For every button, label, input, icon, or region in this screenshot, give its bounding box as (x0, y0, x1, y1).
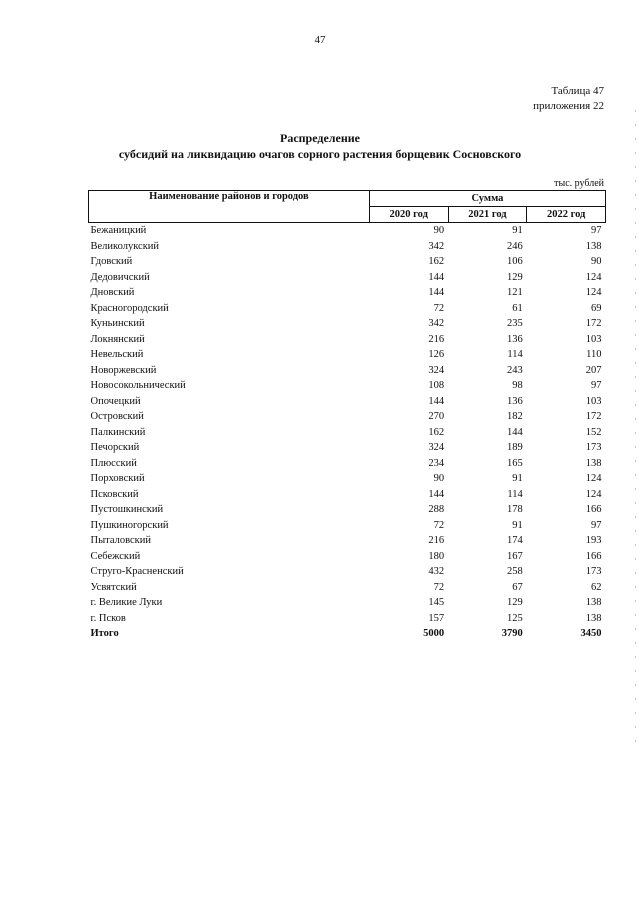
table-row (89, 456, 606, 472)
value-2022: 207 (585, 364, 602, 376)
title-line2: субсидий на ликвидацию очагов сорного растения борщевик Сосновского (118, 147, 522, 161)
value-2022: 3450 (580, 628, 602, 639)
units-label: тыс. рублей (554, 178, 604, 189)
row-name: Усвятский (90, 581, 137, 593)
table-row (89, 471, 606, 487)
value-2021: 91 (512, 519, 523, 531)
table-row (89, 502, 606, 518)
page-number: 47 (314, 34, 326, 46)
table-row (89, 564, 606, 580)
value-2021: 246 (507, 240, 523, 252)
table-row (89, 487, 606, 503)
header-name: Наименование районов и городов (89, 191, 370, 223)
row-name: г. Великие Луки (90, 597, 163, 608)
row-name: Себежский (90, 550, 141, 562)
row-name: Палкинский (90, 426, 146, 438)
row-name: г. Псков (90, 612, 126, 624)
value-2020: 126 (428, 349, 445, 360)
row-name: Пустошкинский (90, 504, 164, 515)
value-2021: 3790 (501, 628, 523, 639)
value-2021: 98 (512, 380, 523, 391)
value-2022: 172 (585, 318, 602, 329)
row-name: Красногородский (90, 302, 169, 314)
value-2022: 173 (585, 566, 602, 577)
table-row (89, 316, 606, 332)
total-row (89, 626, 606, 642)
value-2021: 178 (507, 504, 523, 515)
value-2021: 144 (507, 426, 523, 438)
value-2021: 182 (507, 411, 523, 422)
row-name: Великолукский (90, 240, 160, 252)
value-2021: 243 (507, 364, 523, 376)
value-2020: 144 (428, 287, 445, 298)
value-2022: 124 (585, 271, 602, 283)
value-2020: 162 (428, 256, 445, 267)
value-2020: 72 (433, 302, 445, 314)
value-2020: 72 (433, 519, 445, 531)
row-name: Невельский (90, 349, 144, 360)
value-2021: 91 (512, 473, 523, 484)
value-2020: 270 (428, 411, 445, 422)
value-2020: 90 (433, 225, 445, 236)
value-2020: 72 (433, 581, 445, 593)
value-2021: 106 (507, 256, 523, 267)
value-2021: 121 (507, 287, 523, 298)
value-2021: 258 (507, 566, 523, 577)
value-2020: 342 (428, 240, 445, 252)
value-2020: 145 (428, 597, 445, 608)
table-row (89, 239, 606, 255)
value-2022: 97 (591, 225, 602, 236)
row-name: Струго-Красненский (90, 566, 184, 577)
value-2022: 124 (585, 488, 602, 500)
row-name: Итого (90, 628, 119, 639)
row-name: Новосокольнический (90, 380, 186, 391)
value-2020: 342 (428, 318, 445, 329)
value-2020: 108 (428, 380, 445, 391)
table-row (89, 533, 606, 549)
value-2020: 180 (428, 550, 445, 562)
value-2021: 129 (507, 271, 523, 283)
row-name: Островский (90, 411, 144, 422)
table-row (89, 549, 606, 565)
value-2021: 136 (507, 395, 523, 407)
value-2022: 69 (591, 302, 602, 314)
value-2020: 324 (428, 364, 445, 376)
table-row (89, 378, 606, 394)
value-2022: 138 (585, 612, 602, 624)
row-name: Печорский (90, 442, 140, 453)
row-name: Бежаницкий (90, 225, 147, 236)
table-row (89, 347, 606, 363)
row-name: Новоржевский (90, 364, 157, 376)
value-2022: 110 (586, 349, 602, 360)
scan-edge-marks (635, 110, 636, 750)
value-2020: 324 (428, 442, 445, 453)
value-2022: 62 (591, 581, 602, 593)
value-2021: 189 (507, 442, 523, 453)
table-row (89, 595, 606, 611)
row-name: Пыталовский (90, 535, 151, 546)
row-name: Порховский (90, 473, 145, 484)
table-reference (533, 84, 604, 114)
title-line1: Распределение (279, 131, 361, 145)
value-2020: 5000 (423, 628, 445, 639)
value-2021: 114 (507, 488, 523, 500)
value-2022: 152 (585, 426, 602, 438)
subsidy-table (88, 190, 606, 642)
table-row (89, 223, 606, 239)
value-2020: 144 (428, 271, 445, 283)
table-row (89, 425, 606, 441)
table-row (89, 580, 606, 596)
header-year-2020: 2020 год (369, 207, 448, 223)
value-2020: 157 (428, 612, 445, 624)
table-row (89, 285, 606, 301)
value-2022: 124 (585, 287, 602, 298)
value-2022: 103 (585, 395, 602, 407)
value-2022: 90 (591, 256, 602, 267)
row-name: Опочецкий (90, 395, 141, 407)
value-2021: 165 (507, 457, 523, 469)
value-2020: 432 (428, 566, 445, 577)
table-row (89, 394, 606, 410)
header-sum: Сумма (369, 191, 605, 207)
table-row (89, 518, 606, 534)
value-2022: 193 (585, 535, 602, 546)
table-ref-line1: Таблица 47 (551, 85, 604, 97)
table-ref-line2: приложения 22 (533, 100, 604, 112)
value-2021: 114 (507, 349, 523, 360)
value-2021: 136 (507, 333, 523, 345)
value-2022: 124 (585, 473, 602, 484)
value-2020: 90 (433, 473, 445, 484)
value-2021: 174 (507, 535, 523, 546)
value-2021: 235 (507, 318, 523, 329)
table-row (89, 254, 606, 270)
value-2022: 138 (585, 240, 602, 252)
value-2021: 167 (507, 550, 523, 562)
value-2022: 138 (585, 597, 602, 608)
value-2022: 97 (591, 519, 602, 531)
value-2020: 234 (428, 457, 445, 469)
document-title (0, 130, 640, 162)
table-row (89, 332, 606, 348)
value-2020: 216 (428, 333, 445, 345)
value-2021: 61 (512, 302, 523, 314)
value-2021: 67 (512, 581, 523, 593)
value-2022: 166 (585, 504, 602, 515)
value-2022: 172 (585, 411, 602, 422)
table-body (89, 223, 606, 642)
header-year-2022: 2022 год (527, 207, 606, 223)
row-name: Дновский (90, 287, 135, 298)
value-2022: 166 (585, 550, 602, 562)
value-2022: 138 (585, 457, 602, 469)
value-2020: 144 (428, 395, 445, 407)
value-2020: 144 (428, 488, 445, 500)
value-2022: 103 (585, 333, 602, 345)
row-name: Гдовский (90, 256, 133, 267)
value-2020: 216 (428, 535, 445, 546)
row-name: Локнянский (90, 333, 145, 345)
table-row (89, 440, 606, 456)
value-2020: 162 (428, 426, 445, 438)
table-row (89, 409, 606, 425)
table-row (89, 363, 606, 379)
value-2022: 97 (591, 380, 602, 391)
header-year-2021: 2021 год (448, 207, 527, 223)
table-row (89, 611, 606, 627)
value-2021: 129 (507, 597, 523, 608)
row-name: Псковский (90, 488, 139, 500)
table-row (89, 301, 606, 317)
table-row (89, 270, 606, 286)
row-name: Куньинский (90, 318, 145, 329)
value-2020: 288 (428, 504, 445, 515)
row-name: Плюсский (90, 457, 137, 469)
value-2021: 125 (507, 612, 523, 624)
value-2022: 173 (585, 442, 602, 453)
row-name: Дедовичский (90, 271, 150, 283)
value-2021: 91 (512, 225, 523, 236)
row-name: Пушкиногорский (90, 519, 169, 531)
